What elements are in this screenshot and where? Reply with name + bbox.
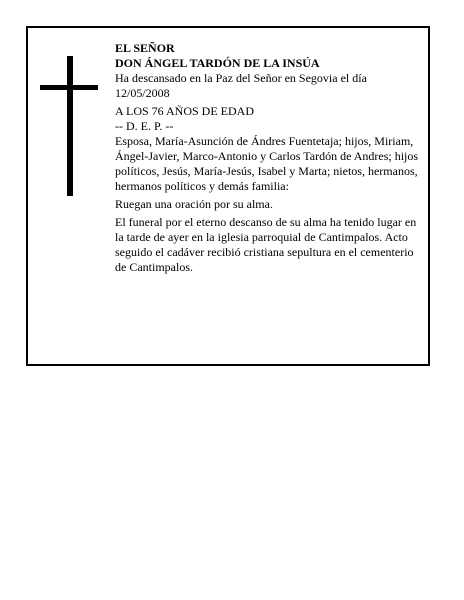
obituary-text	[115, 41, 423, 275]
rest-announcement: Ha descansado en la Paz del Señor en Segovia el día 12/05/2008	[115, 71, 367, 100]
funeral-info: El funeral por el eterno descanso de su alma ha tenido lugar en la tarde de ayer en la iglesia parroquial de Cantimpalos. Acto seguido el cadáver recibió cristiana sepultura en el cementerio de Cantimpalos.	[115, 215, 417, 274]
cross-vertical-bar	[67, 56, 73, 196]
age-line: A LOS 76 AÑOS DE EDAD	[115, 104, 255, 118]
cross-icon	[40, 56, 98, 196]
family-list: Esposa, María-Asunción de Ándres Fuentetaja; hijos, Miriam, Ángel-Javier, Marco-Antonio y Carlos Tardón de Andres; hijos políticos, Jesús, María-Jesús, Isabel y Marta; nietos, hermanos, hermanos políticos y demás familia:	[115, 134, 419, 193]
title-line-1: EL SEÑOR	[115, 41, 175, 55]
prayer-request: Ruegan una oración por su alma.	[115, 197, 273, 211]
deceased-name: DON ÁNGEL TARDÓN DE LA INSÚA	[115, 56, 320, 70]
obituary-notice	[26, 26, 430, 366]
cross-horizontal-bar	[40, 85, 98, 90]
rip-line: -- D. E. P. --	[115, 119, 174, 133]
